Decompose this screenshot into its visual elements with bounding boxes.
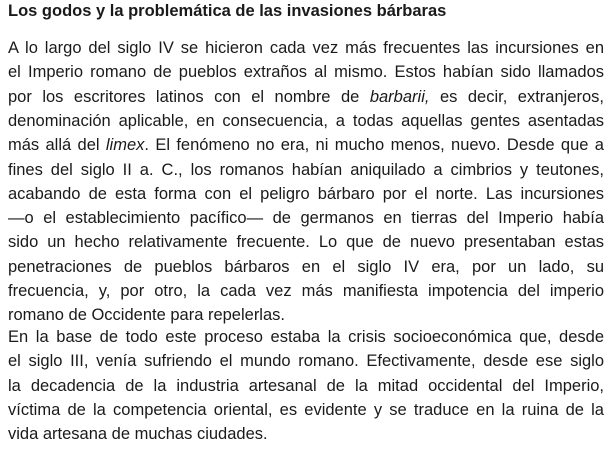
text-segment: el Imperio romano de pueblos extraños al mismo. Estos habían sido llamados (8, 63, 604, 82)
text-segment: . El fenómeno no era, ni mucho menos, nuevo. Desde que a (144, 136, 604, 155)
text-segment: fines del siglo II a. C., los romanos habían aniquilado a cimbrios y teutones, (8, 160, 604, 179)
text-segment: más allá del (8, 136, 106, 155)
text-line (8, 38, 604, 58)
text-line (8, 400, 604, 420)
text-segment: el siglo III, venía sufriendo el mundo romano. Efectivamente, desde ese siglo (8, 352, 604, 371)
text-line (8, 232, 604, 252)
text-segment: romano de Occidente para repelerlas. (8, 306, 285, 325)
text-segment: acabando de esta forma con el peligro bárbaro por el norte. Las incursiones (8, 184, 604, 203)
text-line (8, 424, 268, 444)
text-line (8, 208, 604, 228)
text-line (8, 327, 604, 347)
text-segment: víctima de la competencia oriental, es evidente y se traduce en la ruina de la (8, 400, 604, 419)
text-line (8, 281, 604, 301)
text-segment: sido un hecho relativamente frecuente. Lo que de nuevo presentaban estas (8, 233, 604, 252)
text-line (8, 184, 604, 204)
text-line (8, 62, 604, 82)
text-segment: A lo largo del siglo IV se hicieron cada vez más frecuentes las incursiones en (8, 39, 604, 57)
text-segment: vida artesana de muchas ciudades. (8, 425, 268, 444)
text-line (8, 257, 604, 277)
text-line (8, 111, 604, 131)
text-line (8, 135, 604, 155)
article-title: Los godos y la problemática de las invasiones bárbaras (8, 2, 447, 20)
text-line (8, 160, 604, 180)
italic-term: limex (105, 136, 145, 155)
text-segment: es decir, extranjeros, (429, 87, 604, 106)
text-line (8, 305, 285, 325)
text-segment: frecuencia, y, por otro, la cada vez más manifiesta impotencia del imperio (8, 282, 604, 300)
text-segment: por los escritores latinos con el nombre de (8, 87, 370, 106)
text-segment: denominación aplicable, en consecuencia, a todas aquellas gentes asentadas (8, 111, 604, 130)
text-segment: penetraciones de pueblos bárbaros en el siglo IV era, por un lado, su (8, 257, 604, 276)
text-segment: En la base de todo este proceso estaba la crisis socioeconómica que, desde (8, 328, 604, 346)
text-line (8, 351, 604, 371)
text-segment: la decadencia de la industria artesanal de la mitad occidental del Imperio, (8, 376, 604, 395)
text-segment: —o el establecimiento pacífico— de germanos en tierras del Imperio había (8, 209, 604, 228)
text-line (8, 87, 604, 107)
italic-term: barbarii, (369, 87, 430, 106)
text-line (8, 376, 604, 396)
